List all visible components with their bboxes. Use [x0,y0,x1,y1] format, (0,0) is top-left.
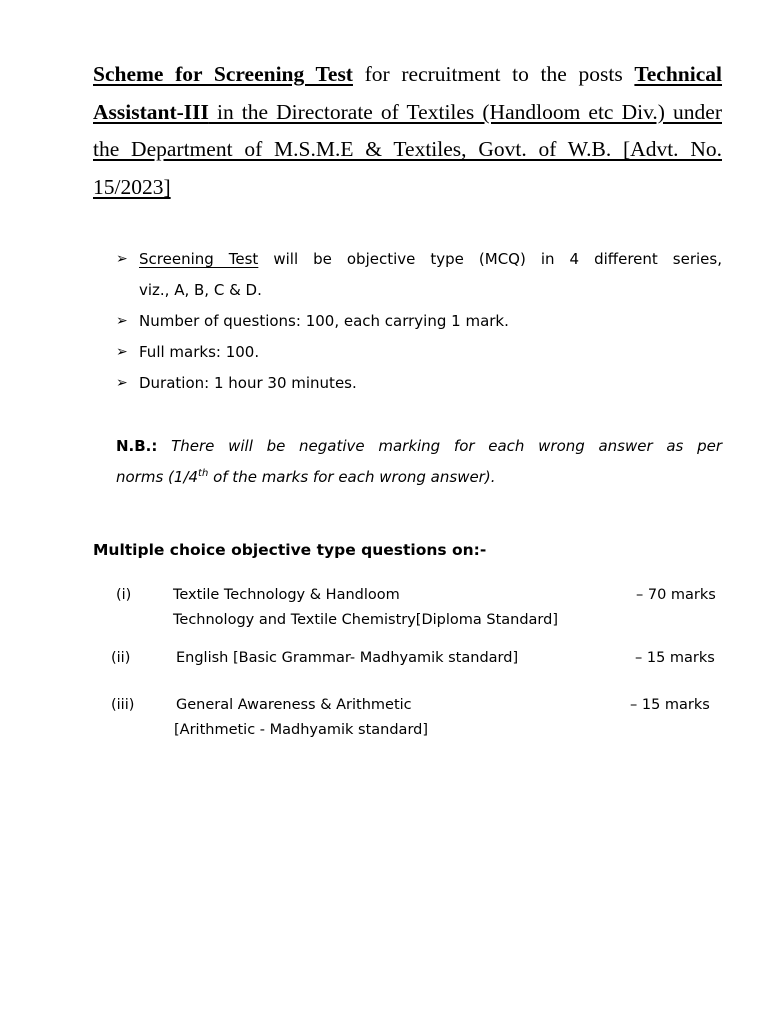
item-marks: – 15 marks [630,697,710,713]
item-marks: – 70 marks [636,587,716,603]
item-subject-line-1: General Awareness & Arithmetic [176,697,412,713]
bullet-screening-test-series: viz., A, B, C & D. [139,281,262,299]
bullet-screening-test-text: will be objective type (MCQ) in 4 different series, [258,250,722,268]
bullet-item-questions [116,306,722,337]
bullet-item-duration [116,368,722,399]
arrow-bullet-icon: ➢ [116,375,128,391]
heading-text-2: in the Directorate of Textiles (Handloom etc Div.) under the Department of M.S.M.E & Textiles, Govt. of W.B. [Advt. No. 15/2023] [93,99,722,199]
nb-superscript: th [198,468,209,479]
syllabus-subheading: Multiple choice objective type questions on:- [93,541,487,559]
item-subject-line-1: English [Basic Grammar- Madhyamik standard] [176,650,519,666]
bullet-screening-test-term: Screening Test [139,250,259,268]
nb-text-line-2-pre: norms (1/4 [116,468,199,486]
item-subject-line-2: [Arithmetic - Madhyamik standard] [174,722,429,738]
scheme-bullet-list [116,244,722,399]
item-number: (iii) [111,697,135,713]
item-number: (i) [116,587,132,603]
bullet-duration-text: Duration: 1 hour 30 minutes. [139,374,357,392]
document-heading [93,56,722,206]
arrow-bullet-icon: ➢ [116,313,128,329]
heading-post-name: Technical Assistant-III [93,62,722,124]
arrow-bullet-icon: ➢ [116,344,128,360]
item-subject-line-2: Technology and Textile Chemistry[Diploma Standard] [173,612,559,628]
item-subject-line-1: Textile Technology & Handloom [173,587,400,603]
heading-title: Scheme for Screening Test [93,62,353,86]
bullet-full-marks-text: Full marks: 100. [139,343,260,361]
bullet-item-full-marks [116,337,722,368]
bullet-item-screening-test [116,244,722,306]
bullet-questions-text: Number of questions: 100, each carrying 1 mark. [139,312,509,330]
item-number: (ii) [111,650,131,666]
nb-text-line-2 [116,468,495,486]
negative-marking-note [116,431,722,493]
nb-label: N.B.: [116,437,158,455]
nb-line-1 [116,431,722,462]
arrow-bullet-icon: ➢ [116,251,128,267]
item-marks: – 15 marks [635,650,715,666]
heading-text-1: for recruitment to the posts [352,62,635,86]
nb-text-line-2-post: of the marks for each wrong answer). [208,468,496,486]
nb-text-line-1: There will be negative marking for each wrong answer as per [171,437,722,455]
